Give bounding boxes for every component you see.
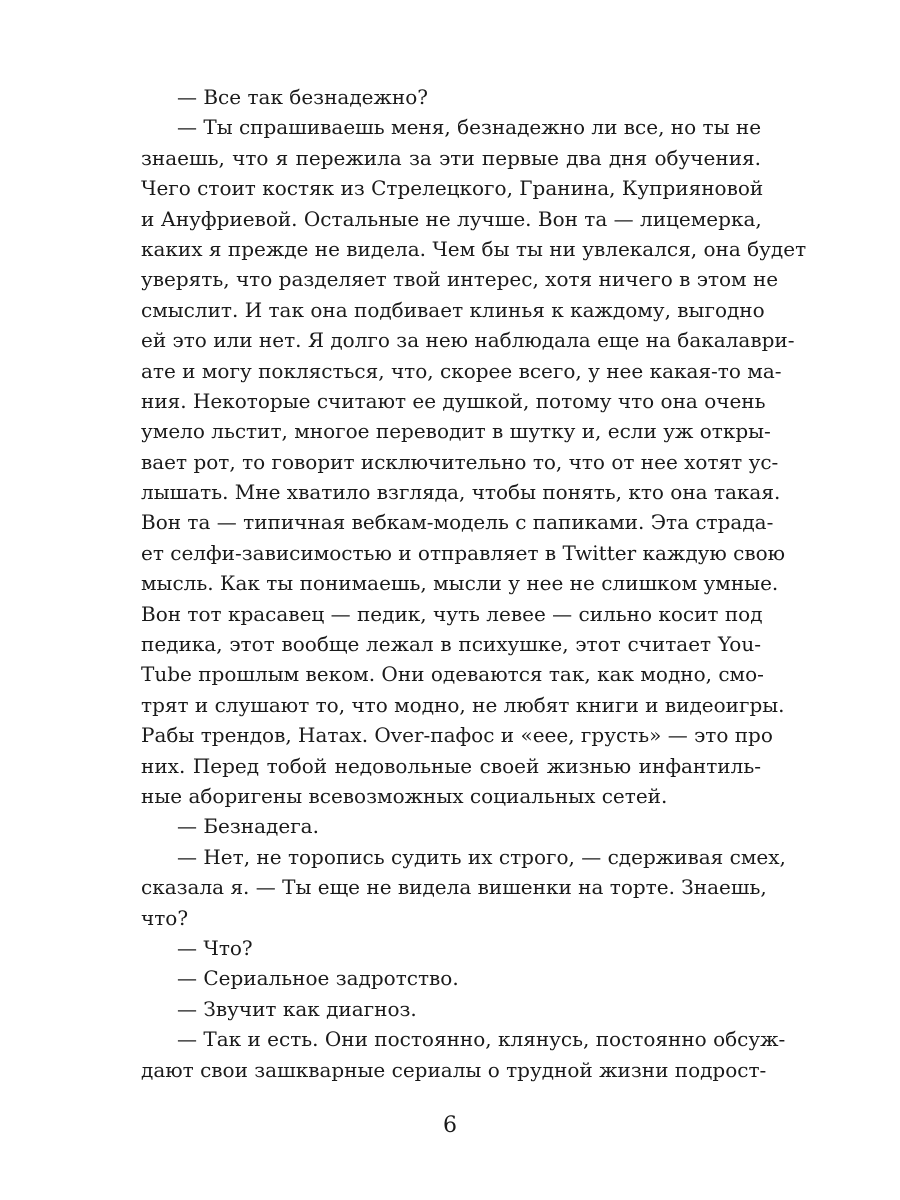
text-line: — Нет, не торопись судить их строго, — сдерживая смех, xyxy=(177,844,786,869)
text-line: ные аборигены всевозможных социальных сетей. xyxy=(141,783,668,808)
text-line: мысль. Как ты понимаешь, мысли у нее не слишком умные. xyxy=(141,571,779,596)
text-line: ей это или нет. Я долго за нею наблюдала еще на бакалаври- xyxy=(141,328,795,353)
text-line: ате и могу поклясться, что, скорее всего, у нее какая-то ма- xyxy=(141,358,782,383)
text-line: смыслит. И так она подбивает клинья к каждому, выгодно xyxy=(141,297,765,322)
text-line: Вон та — типичная вебкам-модель с папиками. Эта страда- xyxy=(141,510,774,535)
text-line: них. Перед тобой недовольные своей жизнью инфантиль- xyxy=(141,753,761,778)
page-number: 6 xyxy=(443,1113,457,1138)
text-line: — Все так безнадежно? xyxy=(177,85,428,109)
text-line: вает рот, то говорит исключительно то, что от нее хотят ус- xyxy=(141,449,779,474)
text-line: что? xyxy=(141,905,189,930)
text-line: — Так и есть. Они постоянно, клянусь, постоянно обсуж- xyxy=(177,1027,786,1052)
text-line: и Ануфриевой. Остальные не лучше. Вон та — лицемерка, xyxy=(141,206,762,231)
text-line: Рабы трендов, Натах. Over-пафос и «еее, грусть» — это про xyxy=(141,723,773,748)
text-line: — Ты спрашиваешь меня, безнадежно ли все, но ты не xyxy=(177,115,762,140)
text-line: трят и слушают то, что модно, не любят книги и видеоигры. xyxy=(141,692,785,717)
text-line: педика, этот вообще лежал в психушке, этот считает You- xyxy=(141,632,761,657)
text-line: лышать. Мне хватило взгляда, чтобы понять, кто она такая. xyxy=(141,480,781,505)
text-line: дают свои зашкварные сериалы о трудной жизни подрост- xyxy=(141,1057,767,1082)
text-line: — Что? xyxy=(177,935,253,960)
text-line: Tube прошлым веком. Они одеваются так, как модно, смо- xyxy=(141,662,764,687)
text-line: — Звучит как диагноз. xyxy=(177,996,417,1021)
text-line: каких я прежде не видела. Чем бы ты ни увлекался, она будет xyxy=(141,236,807,261)
text-line: Чего стоит костяк из Стрелецкого, Гранина, Куприяновой xyxy=(141,176,764,201)
body-text xyxy=(141,82,807,1085)
text-line: ния. Некоторые считают ее душкой, потому что она очень xyxy=(141,388,766,413)
text-line: уверять, что разделяет твой интерес, хотя ничего в этом не xyxy=(141,267,779,292)
text-line: сказала я. — Ты еще не видела вишенки на торте. Знаешь, xyxy=(141,875,767,900)
text-line: Вон тот красавец — педик, чуть левее — сильно косит под xyxy=(141,601,763,626)
text-line: — Сериальное задротство. xyxy=(177,966,459,991)
text-line: ет селфи-зависимостью и отправляет в Twitter каждую свою xyxy=(141,540,786,565)
text-line: — Безнадега. xyxy=(177,814,319,839)
text-line: умело льстит, многое переводит в шутку и, если уж откры- xyxy=(141,419,771,444)
text-line: знаешь, что я пережила за эти первые два дня обучения. xyxy=(141,145,761,170)
